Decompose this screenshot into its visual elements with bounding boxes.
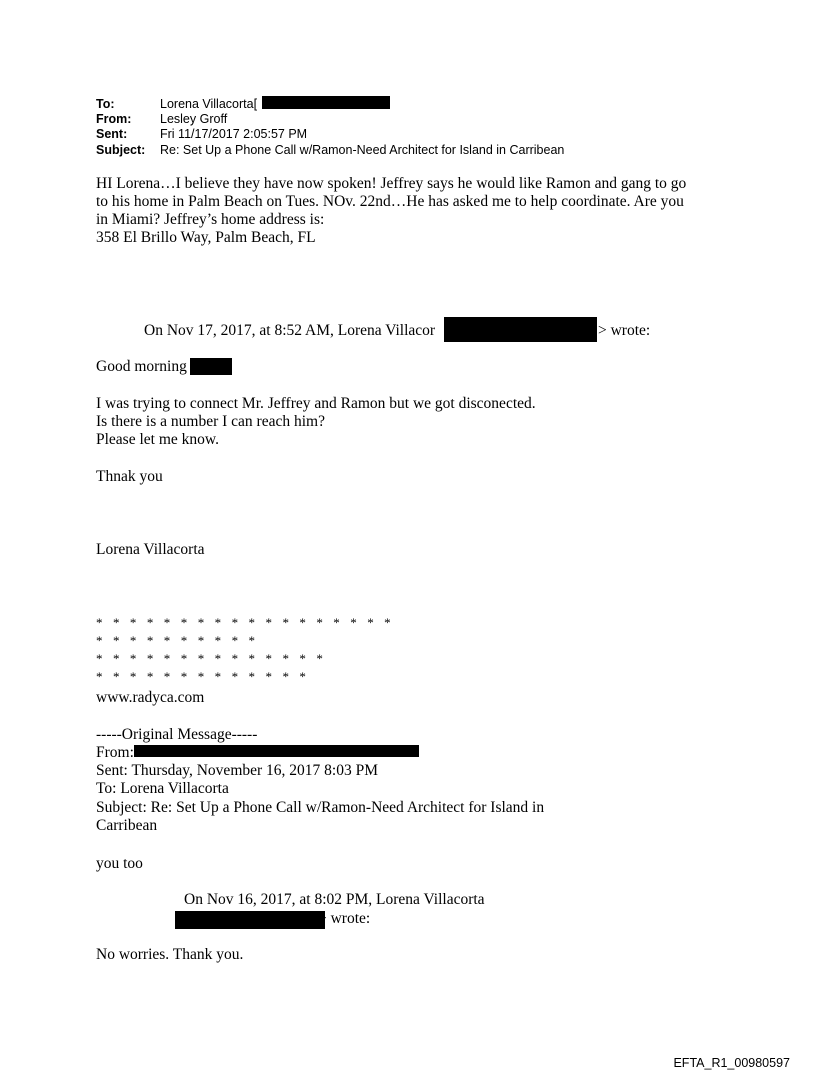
quote-intro: On Nov 17, 2017, at 8:52 AM, Lorena Villacor <box>144 322 436 339</box>
header-to-row <box>96 97 257 111</box>
quote-intro-wrote: > wrote: <box>598 322 651 339</box>
reply-line: HI Lorena…I believe they have now spoken! Jeffrey says he would like Ramon and gang to go <box>96 175 687 192</box>
sent-label: Sent: <box>96 127 128 141</box>
signature-stars: * * * * * * * * * * * * * * <box>96 651 327 666</box>
redaction-block <box>262 96 390 109</box>
subject-label: Subject: <box>96 143 146 157</box>
signature-stars: * * * * * * * * * * * * * * * * * * <box>96 615 395 630</box>
to-value: Lorena Villacorta[ <box>160 97 258 111</box>
signature: Lorena Villacorta <box>96 541 205 558</box>
original-body: you too <box>96 855 143 872</box>
original-from-label: From: <box>96 744 134 761</box>
redaction-block <box>134 745 419 757</box>
signature-stars: * * * * * * * * * * <box>96 633 259 648</box>
original-subject: Subject: Re: Set Up a Phone Call w/Ramon-Need Architect for Island in <box>96 799 545 816</box>
greeting: Good morning <box>96 358 187 375</box>
thanks-line: Thnak you <box>96 468 163 485</box>
body-line: I was trying to connect Mr. Jeffrey and Ramon but we got disconected. <box>96 395 536 412</box>
header-sent-row <box>96 127 307 141</box>
quote2-intro: On Nov 16, 2017, at 8:02 PM, Lorena Villacorta <box>184 891 485 908</box>
quote2-body: No worries. Thank you. <box>96 946 244 963</box>
subject-value: Re: Set Up a Phone Call w/Ramon-Need Architect for Island in Carribean <box>160 143 565 157</box>
from-value: Lesley Groff <box>160 112 228 126</box>
original-divider: -----Original Message----- <box>96 726 258 743</box>
original-to: To: Lorena Villacorta <box>96 780 229 797</box>
reply-line: 358 El Brillo Way, Palm Beach, FL <box>96 229 316 246</box>
bates-number: EFTA_R1_00980597 <box>673 1056 790 1070</box>
redaction-block <box>444 317 597 342</box>
website: www.radyca.com <box>96 689 205 706</box>
sent-value: Fri 11/17/2017 2:05:57 PM <box>160 127 308 141</box>
header-from-row <box>96 112 227 126</box>
original-subject-cont: Carribean <box>96 817 158 834</box>
redaction-block <box>190 358 232 375</box>
body-line: Please let me know. <box>96 431 219 448</box>
body-line: Is there is a number I can reach him? <box>96 413 325 430</box>
to-label: To: <box>96 97 115 111</box>
quote2-wrote: > wrote: <box>318 910 371 927</box>
original-sent: Sent: Thursday, November 16, 2017 8:03 PM <box>96 762 378 779</box>
from-label: From: <box>96 112 132 126</box>
reply-line: to his home in Palm Beach on Tues. NOv. 22nd…He has asked me to help coordinate. Are you <box>96 193 684 210</box>
header-subject-row <box>96 143 564 157</box>
signature-stars: * * * * * * * * * * * * * <box>96 669 310 684</box>
redaction-block <box>175 911 325 929</box>
reply-line: in Miami? Jeffrey’s home address is: <box>96 211 325 228</box>
